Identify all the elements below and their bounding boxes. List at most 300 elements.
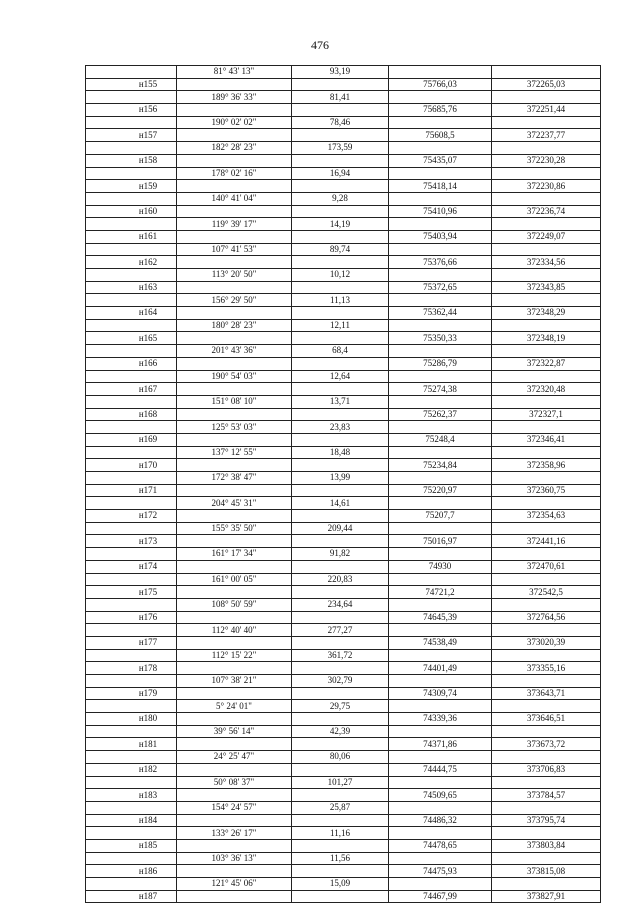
y-coordinate-cell: 373020,39: [492, 636, 601, 649]
point-row: [86, 332, 601, 345]
segment-row: [86, 827, 601, 840]
x-coordinate-cell: 74645,39: [389, 611, 492, 624]
distance-cell: [292, 433, 389, 446]
y-coordinate-cell: 372348,29: [492, 307, 601, 320]
bearing-cell: [177, 611, 292, 624]
y-coordinate-cell: 372441,16: [492, 535, 601, 548]
distance-cell: [292, 205, 389, 218]
point-name-cell: н163: [86, 281, 177, 294]
point-name-cell: [86, 497, 177, 510]
x-coordinate-cell: 74478,65: [389, 839, 492, 852]
bearing-cell: 156° 29' 50": [177, 294, 292, 307]
point-row: [86, 865, 601, 878]
point-name-cell: [86, 142, 177, 155]
bearing-cell: [177, 839, 292, 852]
y-coordinate-cell: [492, 472, 601, 485]
x-coordinate-cell: 74486,32: [389, 814, 492, 827]
bearing-cell: 107° 41' 53": [177, 243, 292, 256]
distance-cell: 10,12: [292, 269, 389, 282]
segment-row: [86, 294, 601, 307]
bearing-cell: 161° 17' 34": [177, 548, 292, 561]
distance-cell: 173,59: [292, 142, 389, 155]
distance-cell: [292, 687, 389, 700]
bearing-cell: [177, 154, 292, 167]
y-coordinate-cell: 372265,03: [492, 78, 601, 91]
bearing-cell: 161° 00' 05": [177, 573, 292, 586]
point-row: [86, 357, 601, 370]
bearing-cell: [177, 205, 292, 218]
point-name-cell: н174: [86, 560, 177, 573]
point-row: [86, 433, 601, 446]
distance-cell: [292, 839, 389, 852]
bearing-cell: 178° 02' 16": [177, 167, 292, 180]
segment-row: [86, 66, 601, 79]
bearing-cell: [177, 408, 292, 421]
bearing-cell: [177, 104, 292, 117]
point-name-cell: н178: [86, 662, 177, 675]
point-name-cell: [86, 776, 177, 789]
x-coordinate-cell: [389, 598, 492, 611]
point-name-cell: н164: [86, 307, 177, 320]
point-name-cell: [86, 66, 177, 79]
distance-cell: 14,19: [292, 218, 389, 231]
bearing-cell: [177, 230, 292, 243]
point-row: [86, 763, 601, 776]
bearing-cell: 182° 28' 23": [177, 142, 292, 155]
x-coordinate-cell: [389, 167, 492, 180]
x-coordinate-cell: [389, 624, 492, 637]
point-name-cell: [86, 649, 177, 662]
y-coordinate-cell: 372334,56: [492, 256, 601, 269]
point-name-cell: н159: [86, 180, 177, 193]
x-coordinate-cell: 75274,38: [389, 383, 492, 396]
y-coordinate-cell: [492, 192, 601, 205]
y-coordinate-cell: 373803,84: [492, 839, 601, 852]
distance-cell: [292, 763, 389, 776]
x-coordinate-cell: [389, 573, 492, 586]
distance-cell: [292, 104, 389, 117]
x-coordinate-cell: 74309,74: [389, 687, 492, 700]
y-coordinate-cell: 372251,44: [492, 104, 601, 117]
y-coordinate-cell: 372230,86: [492, 180, 601, 193]
distance-cell: 25,87: [292, 801, 389, 814]
coordinates-table: [85, 65, 601, 903]
y-coordinate-cell: 373795,74: [492, 814, 601, 827]
y-coordinate-cell: [492, 269, 601, 282]
point-name-cell: [86, 269, 177, 282]
segment-row: [86, 142, 601, 155]
distance-cell: [292, 865, 389, 878]
distance-cell: 14,61: [292, 497, 389, 510]
x-coordinate-cell: [389, 801, 492, 814]
segment-row: [86, 370, 601, 383]
point-name-cell: [86, 827, 177, 840]
y-coordinate-cell: [492, 598, 601, 611]
x-coordinate-cell: 74930: [389, 560, 492, 573]
y-coordinate-cell: [492, 649, 601, 662]
segment-row: [86, 573, 601, 586]
x-coordinate-cell: [389, 116, 492, 129]
x-coordinate-cell: [389, 345, 492, 358]
segment-row: [86, 725, 601, 738]
point-row: [86, 839, 601, 852]
x-coordinate-cell: 75016,97: [389, 535, 492, 548]
segment-row: [86, 269, 601, 282]
point-name-cell: [86, 294, 177, 307]
y-coordinate-cell: 372470,61: [492, 560, 601, 573]
point-name-cell: [86, 167, 177, 180]
y-coordinate-cell: [492, 497, 601, 510]
point-name-cell: н186: [86, 865, 177, 878]
bearing-cell: 50° 08' 37": [177, 776, 292, 789]
y-coordinate-cell: 372348,19: [492, 332, 601, 345]
distance-cell: 302,79: [292, 675, 389, 688]
point-name-cell: [86, 573, 177, 586]
point-name-cell: н176: [86, 611, 177, 624]
point-name-cell: н172: [86, 510, 177, 523]
segment-row: [86, 675, 601, 688]
distance-cell: 91,82: [292, 548, 389, 561]
point-row: [86, 180, 601, 193]
distance-cell: 16,94: [292, 167, 389, 180]
bearing-cell: [177, 307, 292, 320]
x-coordinate-cell: [389, 66, 492, 79]
point-name-cell: [86, 700, 177, 713]
bearing-cell: 180° 28' 23": [177, 319, 292, 332]
distance-cell: 220,83: [292, 573, 389, 586]
segment-row: [86, 472, 601, 485]
y-coordinate-cell: 372542,5: [492, 586, 601, 599]
distance-cell: [292, 484, 389, 497]
segment-row: [86, 91, 601, 104]
segment-row: [86, 243, 601, 256]
bearing-cell: 5° 24' 01": [177, 700, 292, 713]
point-name-cell: [86, 345, 177, 358]
x-coordinate-cell: 75248,4: [389, 433, 492, 446]
bearing-cell: [177, 814, 292, 827]
point-row: [86, 636, 601, 649]
segment-row: [86, 167, 601, 180]
bearing-cell: 172° 38' 47": [177, 472, 292, 485]
y-coordinate-cell: [492, 294, 601, 307]
point-name-cell: [86, 218, 177, 231]
x-coordinate-cell: [389, 751, 492, 764]
bearing-cell: [177, 586, 292, 599]
segment-row: [86, 598, 601, 611]
point-name-cell: н169: [86, 433, 177, 446]
point-name-cell: [86, 598, 177, 611]
point-name-cell: н167: [86, 383, 177, 396]
y-coordinate-cell: [492, 91, 601, 104]
y-coordinate-cell: 373643,71: [492, 687, 601, 700]
point-row: [86, 104, 601, 117]
segment-row: [86, 649, 601, 662]
point-row: [86, 535, 601, 548]
x-coordinate-cell: 75418,14: [389, 180, 492, 193]
point-row: [86, 230, 601, 243]
distance-cell: [292, 636, 389, 649]
segment-row: [86, 852, 601, 865]
point-name-cell: [86, 395, 177, 408]
point-row: [86, 560, 601, 573]
segment-row: [86, 700, 601, 713]
segment-row: [86, 446, 601, 459]
point-name-cell: н185: [86, 839, 177, 852]
point-name-cell: [86, 725, 177, 738]
bearing-cell: [177, 281, 292, 294]
y-coordinate-cell: 372236,74: [492, 205, 601, 218]
distance-cell: [292, 789, 389, 802]
y-coordinate-cell: 372358,96: [492, 459, 601, 472]
x-coordinate-cell: [389, 91, 492, 104]
bearing-cell: [177, 636, 292, 649]
distance-cell: 23,83: [292, 421, 389, 434]
distance-cell: [292, 814, 389, 827]
distance-cell: [292, 713, 389, 726]
point-name-cell: [86, 472, 177, 485]
x-coordinate-cell: 75685,76: [389, 104, 492, 117]
distance-cell: 29,75: [292, 700, 389, 713]
x-coordinate-cell: 75372,65: [389, 281, 492, 294]
point-name-cell: н183: [86, 789, 177, 802]
distance-cell: [292, 78, 389, 91]
x-coordinate-cell: [389, 269, 492, 282]
point-name-cell: н184: [86, 814, 177, 827]
x-coordinate-cell: [389, 243, 492, 256]
y-coordinate-cell: [492, 751, 601, 764]
distance-cell: 101,27: [292, 776, 389, 789]
point-row: [86, 586, 601, 599]
point-row: [86, 738, 601, 751]
distance-cell: 78,46: [292, 116, 389, 129]
y-coordinate-cell: 372322,87: [492, 357, 601, 370]
distance-cell: 81,41: [292, 91, 389, 104]
point-name-cell: [86, 801, 177, 814]
distance-cell: 93,19: [292, 66, 389, 79]
point-name-cell: н166: [86, 357, 177, 370]
distance-cell: [292, 890, 389, 903]
y-coordinate-cell: [492, 878, 601, 891]
bearing-cell: [177, 484, 292, 497]
y-coordinate-cell: 372327,1: [492, 408, 601, 421]
point-name-cell: н155: [86, 78, 177, 91]
point-name-cell: н157: [86, 129, 177, 142]
bearing-cell: [177, 78, 292, 91]
distance-cell: 11,13: [292, 294, 389, 307]
x-coordinate-cell: [389, 649, 492, 662]
bearing-cell: [177, 459, 292, 472]
x-coordinate-cell: 75362,44: [389, 307, 492, 320]
bearing-cell: [177, 433, 292, 446]
x-coordinate-cell: [389, 395, 492, 408]
point-name-cell: [86, 522, 177, 535]
y-coordinate-cell: [492, 167, 601, 180]
point-row: [86, 256, 601, 269]
x-coordinate-cell: 75766,03: [389, 78, 492, 91]
x-coordinate-cell: 75350,33: [389, 332, 492, 345]
x-coordinate-cell: [389, 421, 492, 434]
y-coordinate-cell: 372230,28: [492, 154, 601, 167]
point-name-cell: [86, 243, 177, 256]
point-row: [86, 484, 601, 497]
distance-cell: [292, 332, 389, 345]
point-name-cell: н170: [86, 459, 177, 472]
y-coordinate-cell: 372320,48: [492, 383, 601, 396]
point-name-cell: [86, 91, 177, 104]
distance-cell: 18,48: [292, 446, 389, 459]
point-name-cell: [86, 319, 177, 332]
y-coordinate-cell: [492, 776, 601, 789]
x-coordinate-cell: [389, 446, 492, 459]
segment-row: [86, 192, 601, 205]
x-coordinate-cell: 74721,2: [389, 586, 492, 599]
x-coordinate-cell: 74475,93: [389, 865, 492, 878]
bearing-cell: 107° 38' 21": [177, 675, 292, 688]
x-coordinate-cell: 74467,99: [389, 890, 492, 903]
point-row: [86, 154, 601, 167]
bearing-cell: [177, 789, 292, 802]
distance-cell: [292, 586, 389, 599]
x-coordinate-cell: [389, 472, 492, 485]
x-coordinate-cell: 75220,97: [389, 484, 492, 497]
x-coordinate-cell: 74401,49: [389, 662, 492, 675]
segment-row: [86, 218, 601, 231]
y-coordinate-cell: [492, 395, 601, 408]
point-name-cell: н165: [86, 332, 177, 345]
distance-cell: [292, 459, 389, 472]
distance-cell: [292, 383, 389, 396]
point-name-cell: н187: [86, 890, 177, 903]
x-coordinate-cell: [389, 675, 492, 688]
distance-cell: 11,16: [292, 827, 389, 840]
y-coordinate-cell: [492, 116, 601, 129]
x-coordinate-cell: 75435,07: [389, 154, 492, 167]
bearing-cell: 119° 39' 17": [177, 218, 292, 231]
distance-cell: [292, 230, 389, 243]
bearing-cell: [177, 535, 292, 548]
point-name-cell: [86, 446, 177, 459]
x-coordinate-cell: 75262,37: [389, 408, 492, 421]
distance-cell: [292, 510, 389, 523]
bearing-cell: 154° 24' 57": [177, 801, 292, 814]
point-row: [86, 510, 601, 523]
y-coordinate-cell: [492, 66, 601, 79]
distance-cell: 12,64: [292, 370, 389, 383]
point-name-cell: н182: [86, 763, 177, 776]
x-coordinate-cell: [389, 370, 492, 383]
point-row: [86, 814, 601, 827]
bearing-cell: [177, 763, 292, 776]
x-coordinate-cell: [389, 497, 492, 510]
y-coordinate-cell: [492, 345, 601, 358]
point-name-cell: н180: [86, 713, 177, 726]
x-coordinate-cell: [389, 522, 492, 535]
x-coordinate-cell: 74509,65: [389, 789, 492, 802]
y-coordinate-cell: 373673,72: [492, 738, 601, 751]
point-row: [86, 281, 601, 294]
x-coordinate-cell: 75376,66: [389, 256, 492, 269]
distance-cell: [292, 738, 389, 751]
bearing-cell: [177, 383, 292, 396]
y-coordinate-cell: [492, 700, 601, 713]
bearing-cell: [177, 510, 292, 523]
bearing-cell: [177, 560, 292, 573]
bearing-cell: 112° 40' 40": [177, 624, 292, 637]
point-name-cell: н177: [86, 636, 177, 649]
x-coordinate-cell: [389, 142, 492, 155]
distance-cell: 13,71: [292, 395, 389, 408]
bearing-cell: 103° 36' 13": [177, 852, 292, 865]
y-coordinate-cell: 372343,85: [492, 281, 601, 294]
segment-row: [86, 497, 601, 510]
y-coordinate-cell: [492, 801, 601, 814]
x-coordinate-cell: 74444,75: [389, 763, 492, 776]
y-coordinate-cell: [492, 573, 601, 586]
y-coordinate-cell: 373827,91: [492, 890, 601, 903]
bearing-cell: 24° 25' 47": [177, 751, 292, 764]
segment-row: [86, 878, 601, 891]
x-coordinate-cell: [389, 725, 492, 738]
bearing-cell: [177, 357, 292, 370]
x-coordinate-cell: 74371,86: [389, 738, 492, 751]
bearing-cell: 190° 02' 02": [177, 116, 292, 129]
point-name-cell: н179: [86, 687, 177, 700]
point-row: [86, 383, 601, 396]
point-name-cell: [86, 548, 177, 561]
y-coordinate-cell: [492, 446, 601, 459]
point-name-cell: [86, 878, 177, 891]
segment-row: [86, 548, 601, 561]
segment-row: [86, 624, 601, 637]
point-row: [86, 408, 601, 421]
segment-row: [86, 801, 601, 814]
bearing-cell: 201° 43' 36": [177, 345, 292, 358]
distance-cell: 42,39: [292, 725, 389, 738]
x-coordinate-cell: [389, 878, 492, 891]
point-row: [86, 205, 601, 218]
x-coordinate-cell: [389, 192, 492, 205]
y-coordinate-cell: 372237,77: [492, 129, 601, 142]
x-coordinate-cell: [389, 548, 492, 561]
segment-row: [86, 421, 601, 434]
y-coordinate-cell: [492, 218, 601, 231]
y-coordinate-cell: 373646,51: [492, 713, 601, 726]
point-name-cell: н175: [86, 586, 177, 599]
y-coordinate-cell: [492, 624, 601, 637]
distance-cell: [292, 408, 389, 421]
x-coordinate-cell: 75234,84: [389, 459, 492, 472]
distance-cell: 277,27: [292, 624, 389, 637]
bearing-cell: [177, 662, 292, 675]
bearing-cell: [177, 738, 292, 751]
point-row: [86, 459, 601, 472]
x-coordinate-cell: [389, 700, 492, 713]
distance-cell: [292, 307, 389, 320]
y-coordinate-cell: 372764,56: [492, 611, 601, 624]
x-coordinate-cell: [389, 827, 492, 840]
y-coordinate-cell: [492, 142, 601, 155]
distance-cell: 13,99: [292, 472, 389, 485]
bearing-cell: 112° 15' 22": [177, 649, 292, 662]
point-name-cell: н156: [86, 104, 177, 117]
point-row: [86, 129, 601, 142]
point-row: [86, 789, 601, 802]
bearing-cell: 204° 45' 31": [177, 497, 292, 510]
distance-cell: 80,06: [292, 751, 389, 764]
point-name-cell: н168: [86, 408, 177, 421]
x-coordinate-cell: [389, 776, 492, 789]
bearing-cell: [177, 332, 292, 345]
